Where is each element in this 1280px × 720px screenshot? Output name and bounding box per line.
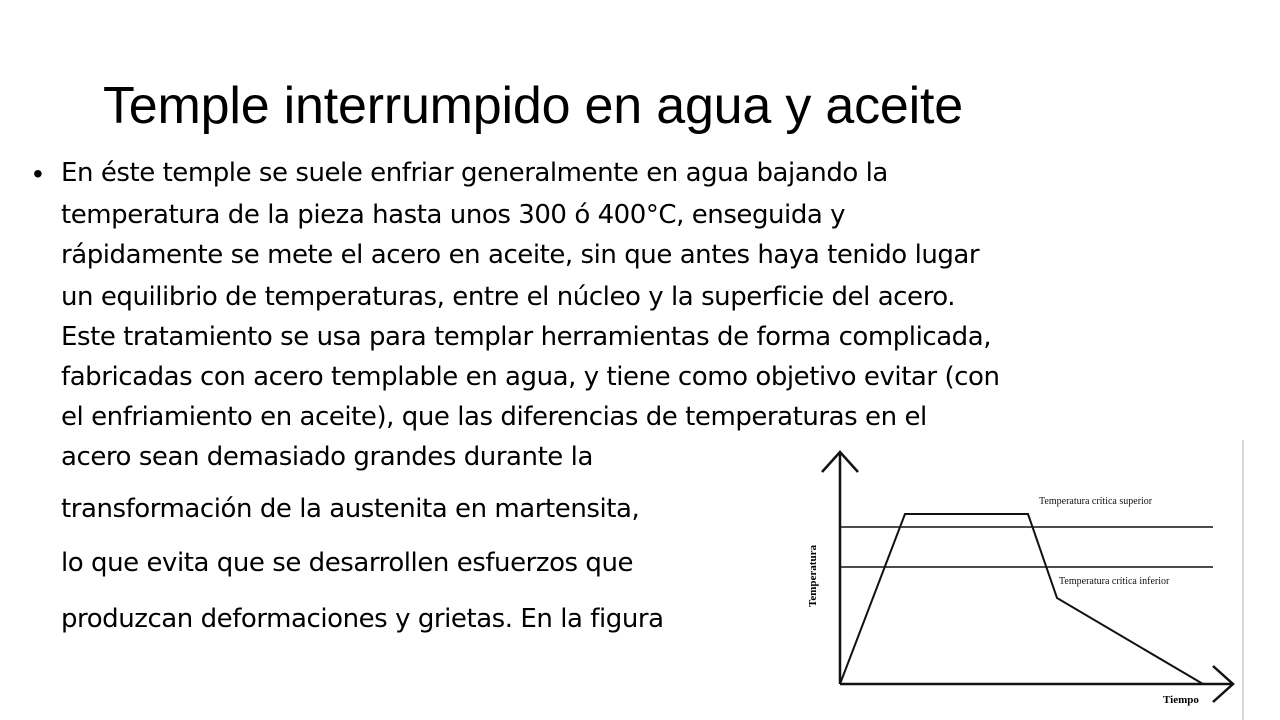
diagram-graphic: [785, 440, 1245, 720]
body-line: rápidamente se mete el acero en aceite, sin que antes haya tenido lugar: [61, 240, 980, 270]
body-line: Este tratamiento se usa para templar herramientas de forma complicada,: [61, 322, 992, 352]
body-line: transformación de la austenita en martensita,: [61, 494, 640, 524]
figure-edge: [1242, 440, 1244, 720]
body-line: el enfriamiento en aceite), que las diferencias de temperaturas en el: [61, 402, 927, 432]
x-axis-label: Tiempo: [1163, 694, 1199, 706]
slide-title: Temple interrumpido en agua y aceite: [103, 77, 963, 135]
body-line: un equilibrio de temperaturas, entre el núcleo y la superficie del acero.: [61, 282, 956, 312]
body-line: acero sean demasiado grandes durante la: [61, 442, 593, 472]
body-line: produzcan deformaciones y grietas. En la figura: [61, 604, 664, 634]
body-line: lo que evita que se desarrollen esfuerzos que: [61, 548, 634, 578]
quench-diagram: [785, 440, 1245, 720]
temperature-curve: [840, 514, 1203, 684]
upper-critical-label: Temperatura crítica superior: [1039, 496, 1153, 507]
y-axis-label: Temperatura: [807, 545, 819, 607]
bullet-marker: •: [33, 158, 43, 189]
body-line: fabricadas con acero templable en agua, y tiene como objetivo evitar (con: [61, 362, 1000, 392]
body-line: temperatura de la pieza hasta unos 300 ó 400°C, enseguida y: [61, 200, 846, 230]
body-line: En éste temple se suele enfriar generalmente en agua bajando la: [61, 158, 888, 188]
lower-critical-label: Temperatura crítica inferior: [1059, 576, 1170, 587]
